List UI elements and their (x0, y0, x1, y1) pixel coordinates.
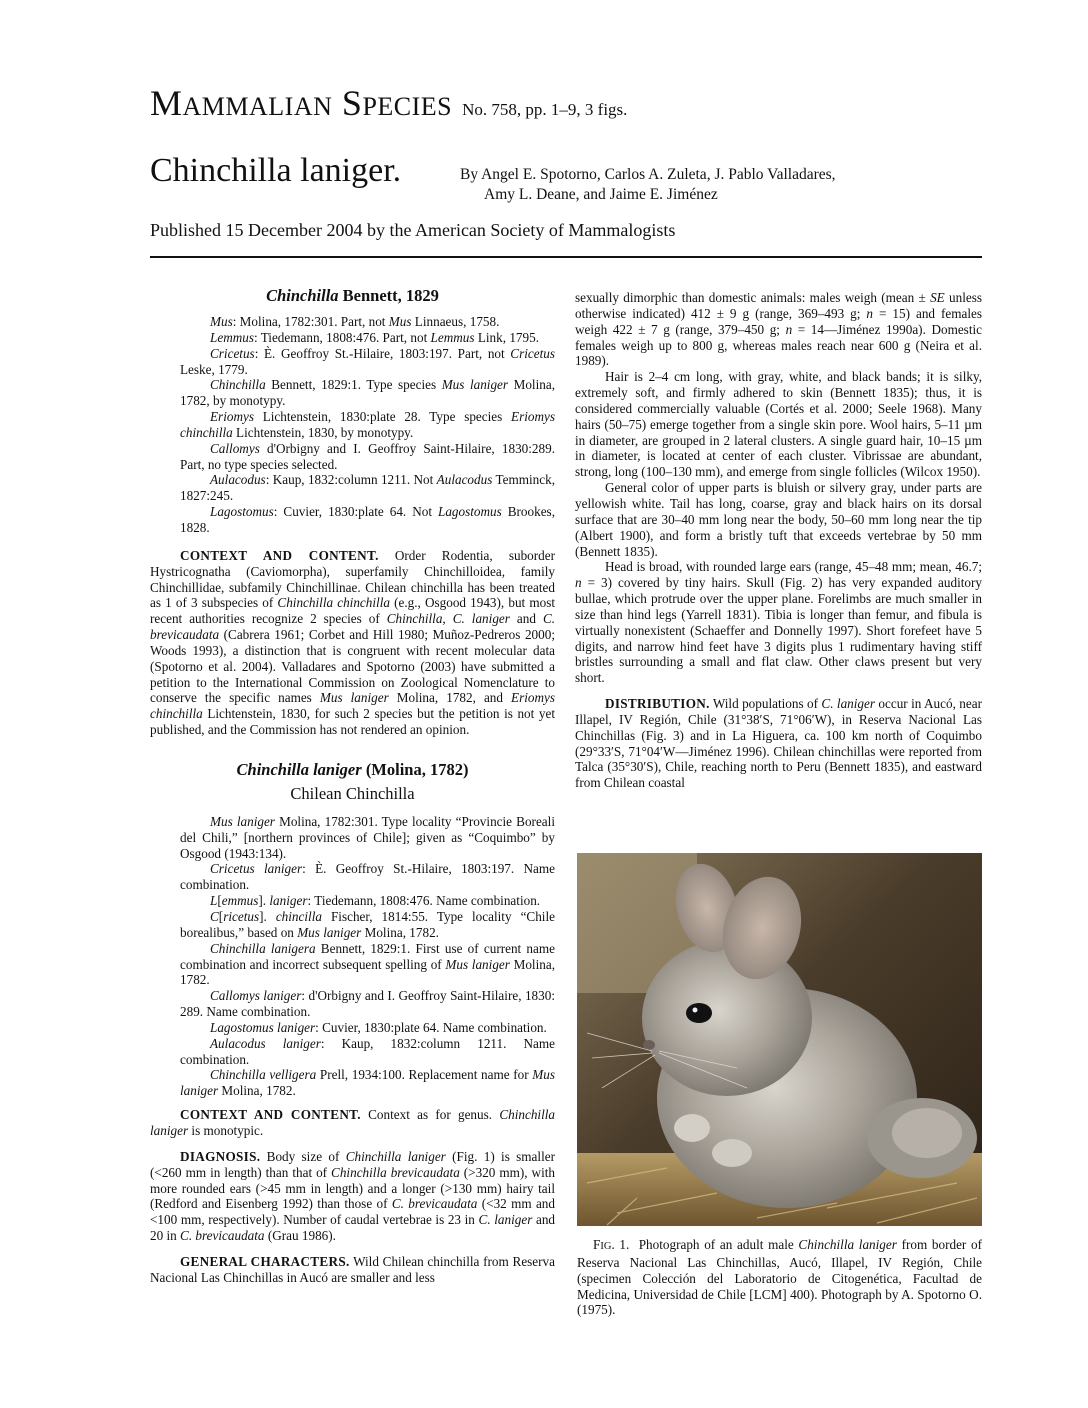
authors: By Angel E. Spotorno, Carlos A. Zuleta, J. Pablo Valladares, Amy L. Deane, and Jaime E. Jiménez (460, 166, 836, 203)
size-paragraph: sexually dimorphic than domestic animals: males weigh (mean ± SE unless otherwise indicated) 412 ± 9 g (range, 369–493 g; n = 15) and females weigh 422 ± 7 g (range, 379–450 g; n = 14—Jiménez 1990a). Domestic females weigh up to 800 g, whereas males reach near 600 g (Neira et al. 1989). (575, 290, 983, 369)
left-column (150, 286, 555, 1286)
journal-title: MAMMALIAN SPECIES No. 758, pp. 1–9, 3 figs. (150, 83, 628, 123)
species-context-paragraph: CONTEXT AND CONTENT. Context as for genus. Chinchilla laniger is monotypic. (150, 1107, 555, 1138)
general-characters-paragraph: GENERAL CHARACTERS. Wild Chilean chinchilla from Reserva Nacional Las Chinchillas in Aucó are smaller and less (150, 1253, 555, 1285)
common-name: Chilean Chinchilla (290, 783, 415, 803)
article-title: Chinchilla laniger. (150, 152, 402, 189)
distribution-paragraph: DISTRIBUTION. Wild populations of C. laniger occur in Aucó, near Illapel, IV Región, Chile (31°38′S, 71°06′W), in Reserva Nacional Las Chinchillas (Fig. 3) and in La Higuera, ca. 100 km north of Coquimbo (29°33′S, 71°04′W—Jiménez 1996). Chilean chinchillas were reported from Talca (35°30′S), Chile, reaching north to Peru (Bennett 1835), and eastward from Chilean coastal (575, 696, 982, 791)
genus-heading: Chinchilla Bennett, 1829 (266, 286, 439, 305)
chinchilla-photo (577, 853, 982, 1226)
genus-context-paragraph: CONTEXT AND CONTENT. Order Rodentia, suborder Hystricognatha (Caviomorpha), superfamily Chinchilloidea, family Chinchillidae, subfamily Chinchillinae. Chilean chinchilla has been treated as 1 of 3 subspecies of Chinchilla chinchilla (e.g., Osgood 1943), but most recent authorities recognize 2 species of Chinchilla, C. laniger and C. brevicaudata (Cabrera 1961; Corbet and Hill 1980; Muñoz-Pedreros 2000; Woods 1993), a distinction that is congruent with recent molecular data (Spotorno et al. 2004). Valladares and Spotorno (2003) have submitted a petition to the International Commission on Zoological Nomenclature to conserve the specific names Mus laniger Molina, 1782, and Eriomys chinchilla Lichtenstein, 1830, for such 2 species but the petition is not yet published, and the Commission has not rendered an opinion. (150, 547, 556, 738)
genus-synonymy: Mus: Molina, 1782:301. Part, not Mus Linnaeus, 1758. Lemmus: Tiedemann, 1808:476. Part, not Lemmus Link, 1795. Cricetus: È. Geoffroy St.-Hilaire, 1803:197. Part, not Cricetus Leske, 1779. Chinchilla Bennett, 1829:1. Type species Mus laniger Molina, 1782, by monotypy. Eriomys Lichtenstein, 1830:plate 28. Type species Eriomys chinchilla Lichtenstein, 1830, by monotypy. Callomys d'Orbigny and I. Geoffroy Saint-Hilaire, 1830:289. Part, no type species selected. Aulacodus: Kaup, 1832:column 1211. Not Aulacodus Temminck, 1827:245. Lagostomus: Cuvier, 1830:plate 64. Not Lagostomus Brookes, 1828. (180, 314, 556, 535)
issue-info: No. 758, pp. 1–9, 3 figs. (462, 100, 628, 119)
diagnosis-paragraph: DIAGNOSIS. Body size of Chinchilla laniger (Fig. 1) is smaller (<260 mm in length) than that of Chinchilla brevicaudata (>320 mm), with more rounded ears (>45 mm in length) and a longer (>130 mm) hairy tail (Redford and Eisenberg 1992) than those of C. brevicaudata (<32 mm and <100 mm, respectively). Number of caudal vertebrae is 23 in C. laniger and 20 in C. brevicaudata (Grau 1986). (150, 1148, 556, 1244)
hair-paragraph: Hair is 2–4 cm long, with gray, white, and black bands; it is silky, extremely soft, and firmly adhered to skin (Bennett 1835); thus, it is considered commercially valuable (Cortés et al. 2000; Seele 1968). Many hairs (50–75) emerge together from a single skin pore. Wool hairs, 5–11 µm in diameter, are grouped in 2 lateral clusters. A single guard hair, 10–15 µm in diameter, is located at center of each cluster. Vibrissae are abundant, strong, long (100–130 mm), and emerge from single follicles (Wilcox 1950). (575, 369, 982, 480)
color-paragraph: General color of upper parts is bluish or silvery gray, under parts are yellowish white. Tail has long, coarse, gray and black hairs on its dorsal surface that are 30–40 mm long near the body, 50–60 mm long near the tip (Albert 1900), and form a bristly tuft that exceeds vertebrae by 50 mm (Bennett 1835). (575, 480, 982, 559)
header-rule (150, 256, 982, 258)
right-column (575, 290, 982, 791)
species-synonymy: Mus laniger Molina, 1782:301. Type locality “Provincie Boreali del Chili,” [northern provinces of Chile]; given as “Coquimbo” by Osgood (1943:134). Cricetus laniger: È. Geoffroy St.-Hilaire, 1803:197. Name combination. L[emmus]. laniger: Tiedemann, 1808:476. Name combination. C[ricetus]. chincilla Fischer, 1814:55. Type locality “Chile borealibus,” based on Mus laniger Molina, 1782. Chinchilla lanigera Bennett, 1829:1. First use of current name combination and incorrect subsequent spelling of Mus laniger Molina, 1782. Callomys laniger: d'Orbigny and I. Geoffroy Saint-Hilaire, 1830: 289. Name combination. Lagostomus laniger: Cuvier, 1830:plate 64. Name combination. Aulacodus laniger: Kaup, 1832:column 1211. Name combination. Chinchilla velligera Prell, 1934:100. Replacement name for Mus laniger Molina, 1782. (180, 813, 555, 1099)
publication-line: Published 15 December 2004 by the American Society of Mammalogists (150, 220, 676, 240)
head-paragraph: Head is broad, with rounded large ears (range, 45–48 mm; mean, 46.7; n = 3) covered by tiny hairs. Skull (Fig. 2) has very expanded auditory bullae, which protrude over the upper plane. Forelimbs are much smaller in size than hind legs (Yarrell 1831). Tibia is longer than femur, and fibula is virtually nonexistent (Schaeffer and Donnelly 1997). Short forefeet have 5 digits, and narrow hind feet have 3 digits plus 1 rudimentary having stiff bristles surrounding a small and flat claw. Other claws present but very short. (575, 559, 982, 686)
species-heading: Chinchilla laniger (Molina, 1782) (236, 759, 469, 779)
figure-caption: FIG. 1. Photograph of an adult male Chinchilla laniger from border of Reserva Nacional Las Chinchillas, Aucó, Illapel, IV Región, Chile (specimen Colección del Laboratorio de Citogenética, Facultad de Medicina, Universidad de Chile [LCM] 400). Photograph by A. Spotorno O. (1975). (577, 1237, 983, 1318)
